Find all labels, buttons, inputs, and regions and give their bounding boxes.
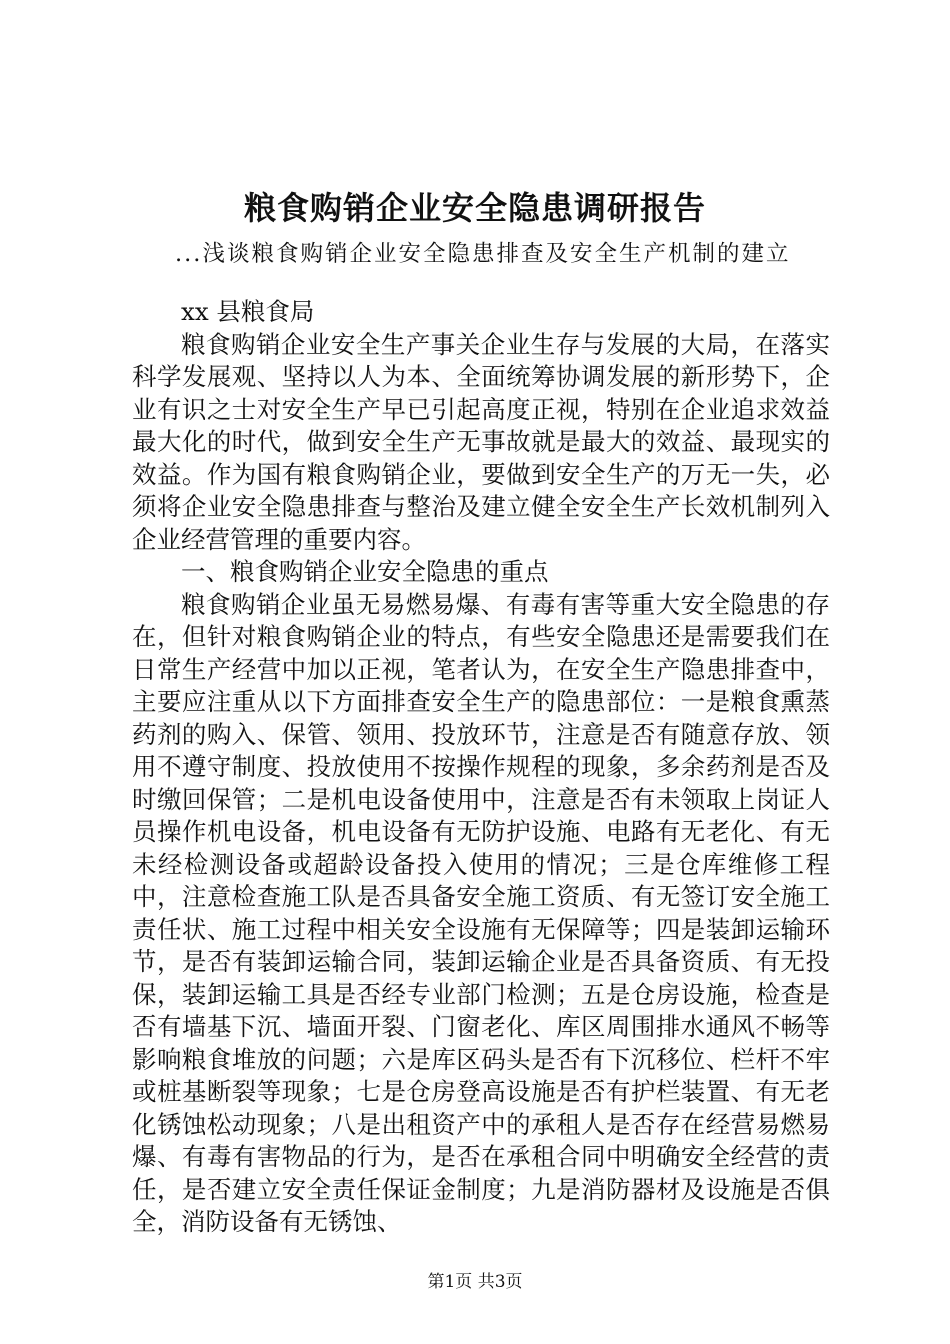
document-subtitle: ...浅谈粮食购销企业安全隐患排查及安全生产机制的建立 (175, 241, 791, 267)
paragraph-hazards: 粮食购销企业虽无易燃易爆、有毒有害等重大安全隐患的存在，但针对粮食购销企业的特点，有些安全隐患还是需要我们在日常生产经营中加以正视，笔者认为，在安全生产隐患排查中，主要应注重从以下方面排查安全生产的隐患部位：一是粮食熏蒸药剂的购入、保管、领用、投放环节，注意是否有随意存放、领用不遵守制度、投放使用不按操作规程的现象，多余药剂是否及时缴回保管；二是机电设备使用中，注意是否有未领取上岗证人员操作机电设备，机电设备有无防护设施、电路有无老化、有无未经检测设备或超龄设备投入使用的情况；三是仓库维修工程中，注意检查施工队是否具备安全施工资质、有无签订安全施工责任状、施工过程中相关安全设施有无保障等；四是装卸运输环节，是否有装卸运输合同，装卸运输企业是否具备资质、有无投保，装卸运输工具是否经专业部门检测；五是仓房设施，检查是否有墙基下沉、墙面开裂、门窗老化、库区周围排水通风不畅等影响粮食堆放的问题；六是库区码头是否有下沉移位、栏杆不牢或桩基断裂等现象；七是仓房登高设施是否有护栏装置、有无老化锈蚀松动现象；八是出租资产中的承租人是否存在经营易燃易爆、有毒有害物品的行为，是否在承租合同中明确安全经营的责任，是否建立安全责任保证金制度；九是消防器材及设施是否俱全，消防设备有无锈蚀、 (132, 589, 830, 1236)
organization-name: xx 县粮食局 (181, 297, 315, 326)
document-title: 粮食购销企业安全隐患调研报告 (243, 189, 706, 227)
page-footer: 第1页 共3页 (427, 1272, 523, 1292)
paragraph-intro: 粮食购销企业安全生产事关企业生存与发展的大局，在落实科学发展观、坚持以人为本、全面统筹协调发展的新形势下，企业有识之士对安全生产早已引起高度正视，特别在企业追求效益最大化的时代，做到安全生产无事故就是最大的效益、最现实的效益。作为国有粮食购销企业，要做到安全生产的万无一失，必须将企业安全隐患排查与整治及建立健全安全生产长效机制列入企业经营管理的重要内容。 (132, 329, 830, 554)
document-body (132, 296, 830, 1239)
section-heading: 一、粮食购销企业安全隐患的重点 (181, 557, 549, 586)
